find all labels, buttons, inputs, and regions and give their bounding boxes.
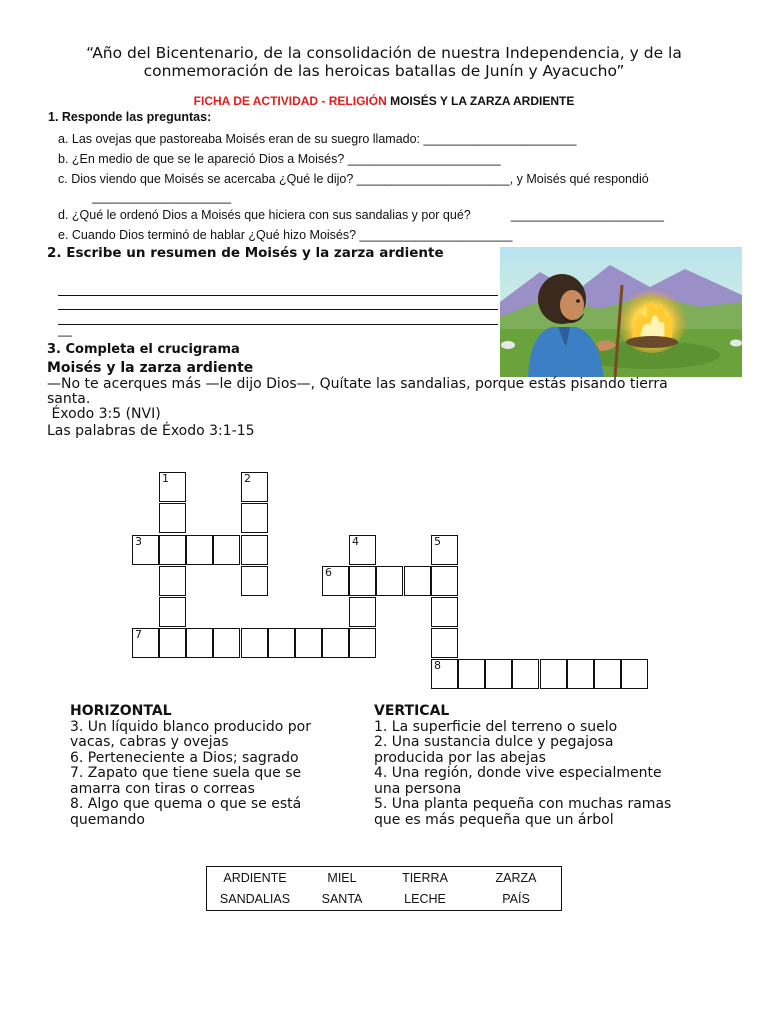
word-bank-item: LECHE — [404, 892, 446, 906]
scripture-reference-2: Las palabras de Éxodo 3:1-15 — [47, 423, 255, 439]
crossword-cell[interactable] — [431, 597, 458, 627]
question-a: a. Las ovejas que pastoreaba Moisés eran de su suegro llamado: ______________________ — [58, 132, 577, 146]
question-c: c. Dios viendo que Moisés se acercaba ¿Qué le dijo? ______________________, y Moisés qué respondió — [58, 172, 649, 186]
summary-line-tail: __ — [58, 323, 72, 337]
crossword-cell[interactable] — [159, 535, 186, 565]
clue-number-8: 8 — [434, 659, 441, 672]
crossword-cell[interactable] — [186, 535, 213, 565]
document-header — [40, 44, 728, 80]
crossword-cell[interactable] — [159, 566, 186, 596]
crossword-cell[interactable] — [132, 535, 159, 565]
crossword-cell[interactable] — [431, 535, 458, 565]
vertical-title: VERTICAL — [374, 703, 450, 719]
word-bank-item: SANDALIAS — [219, 892, 291, 906]
clue-number-3: 3 — [135, 535, 142, 548]
question-b: b. ¿En medio de que se le apareció Dios a Moisés? ______________________ — [58, 152, 501, 166]
crossword-cell[interactable] — [431, 659, 458, 689]
section-3-title: 3. Completa el crucigrama — [47, 342, 240, 357]
question-d-line: ______________________ — [511, 208, 664, 222]
crossword-cell[interactable] — [404, 566, 431, 596]
clue-h8: 8. Algo que quema o que se está — [70, 796, 302, 812]
clue-h8-cont: quemando — [70, 811, 145, 828]
clue-h3-cont: vacas, cabras y ovejas — [70, 734, 229, 750]
clue-number-4: 4 — [352, 535, 359, 548]
crossword-cell[interactable] — [186, 628, 213, 658]
summary-line — [58, 295, 498, 296]
clue-v1: 1. La superficie del terreno o suelo — [374, 718, 618, 735]
word-bank-item: MIEL — [327, 871, 357, 885]
crossword-cell[interactable] — [322, 566, 349, 596]
summary-lines[interactable] — [58, 280, 503, 350]
clue-v2-cont: producida por las abejas — [374, 749, 546, 766]
crossword-cell[interactable] — [295, 628, 322, 658]
clue-h3: 3. Un líquido blanco producido por — [70, 718, 312, 735]
crossword-cell[interactable] — [485, 659, 512, 689]
crossword-cell[interactable] — [241, 472, 268, 502]
crossword-cell[interactable] — [376, 566, 403, 596]
clue-v5-cont: que es más pequeña que un árbol — [374, 811, 614, 828]
crossword-cell[interactable] — [349, 628, 376, 658]
vertical-clues — [374, 704, 671, 828]
clue-v4-cont: una persona — [374, 780, 462, 797]
crossword-cell[interactable] — [241, 628, 268, 658]
crossword-cell[interactable] — [322, 628, 349, 658]
word-bank-item: PAÍS — [502, 892, 530, 906]
crossword-cell[interactable] — [159, 472, 186, 502]
worksheet-title-black: MOISÉS Y LA ZARZA ARDIENTE — [386, 94, 575, 108]
clue-number-7: 7 — [135, 628, 142, 641]
crossword-cell[interactable] — [241, 503, 268, 533]
clue-number-2: 2 — [244, 472, 251, 485]
crossword-cell[interactable] — [159, 503, 186, 533]
crossword-cell[interactable] — [512, 659, 539, 689]
clue-h6: 6. Perteneciente a Dios; sagrado — [70, 749, 299, 766]
crossword-cell[interactable] — [159, 628, 186, 658]
horizontal-clues — [70, 704, 311, 828]
crossword-cell[interactable] — [458, 659, 485, 689]
crossword-cell[interactable] — [241, 535, 268, 565]
header-line-1: “Año del Bicentenario, de la consolidación de nuestra Independencia, y de la — [86, 44, 682, 62]
crossword-cell[interactable] — [431, 566, 458, 596]
scripture-quote-line-2: santa. — [47, 391, 91, 407]
scripture-reference: Éxodo 3:5 (NVI) — [47, 406, 161, 422]
clue-v2: 2. Una sustancia dulce y pegajosa — [374, 734, 614, 750]
crossword-cell[interactable] — [431, 628, 458, 658]
clue-v5: 5. Una planta pequeña con muchas ramas — [374, 796, 672, 812]
crossword-cell[interactable] — [540, 659, 567, 689]
clue-number-5: 5 — [434, 535, 441, 548]
crossword-cell[interactable] — [349, 566, 376, 596]
crossword-cell[interactable] — [268, 628, 295, 658]
moses-burning-bush-illustration — [500, 247, 742, 377]
section-2-title: 2. Escribe un resumen de Moisés y la zarza ardiente — [47, 245, 444, 261]
section-1-title: 1. Responde las preguntas: — [48, 110, 212, 124]
clue-h7: 7. Zapato que tiene suela que se — [70, 765, 302, 781]
clue-h7-cont: amarra con tiras o correas — [70, 780, 255, 797]
clue-number-1: 1 — [162, 472, 169, 485]
word-bank-item: SANTA — [321, 892, 363, 906]
question-d: d. ¿Qué le ordenó Dios a Moisés que hiciera con sus sandalias y por qué? — [58, 208, 471, 222]
clue-number-6: 6 — [325, 566, 332, 579]
word-bank — [206, 866, 562, 911]
summary-line — [58, 324, 498, 325]
word-bank-item: TIERRA — [402, 871, 448, 885]
crossword-cell[interactable] — [621, 659, 648, 689]
crossword-cell[interactable] — [349, 597, 376, 627]
crossword-subtitle: Moisés y la zarza ardiente — [47, 360, 254, 376]
question-c-line: ____________________ — [92, 190, 232, 204]
word-bank-item: ARDIENTE — [223, 871, 287, 885]
crossword-cell[interactable] — [159, 597, 186, 627]
word-bank-item: ZARZA — [495, 871, 537, 885]
summary-line — [58, 309, 498, 310]
question-e: e. Cuando Dios terminó de hablar ¿Qué hizo Moisés? ______________________ — [58, 228, 513, 242]
header-line-2: conmemoración de las heroicas batallas de Junín y Ayacucho” — [143, 62, 625, 80]
crossword-cell[interactable] — [213, 535, 240, 565]
crossword-cell[interactable] — [567, 659, 594, 689]
clue-v4: 4. Una región, donde vive especialmente — [374, 765, 662, 781]
crossword-cell[interactable] — [213, 628, 240, 658]
worksheet-title — [0, 94, 768, 108]
crossword-cell[interactable] — [132, 628, 159, 658]
crossword-cell[interactable] — [594, 659, 621, 689]
horizontal-title: HORIZONTAL — [70, 703, 172, 719]
worksheet-title-red: FICHA DE ACTIVIDAD - RELIGIÓN — [193, 94, 387, 108]
crossword-cell[interactable] — [349, 535, 376, 565]
scripture-quote-line-1: —No te acerques más —le dijo Dios—, Quítate las sandalias, porque estás pisando tierra — [47, 376, 668, 392]
crossword-cell[interactable] — [241, 566, 268, 596]
